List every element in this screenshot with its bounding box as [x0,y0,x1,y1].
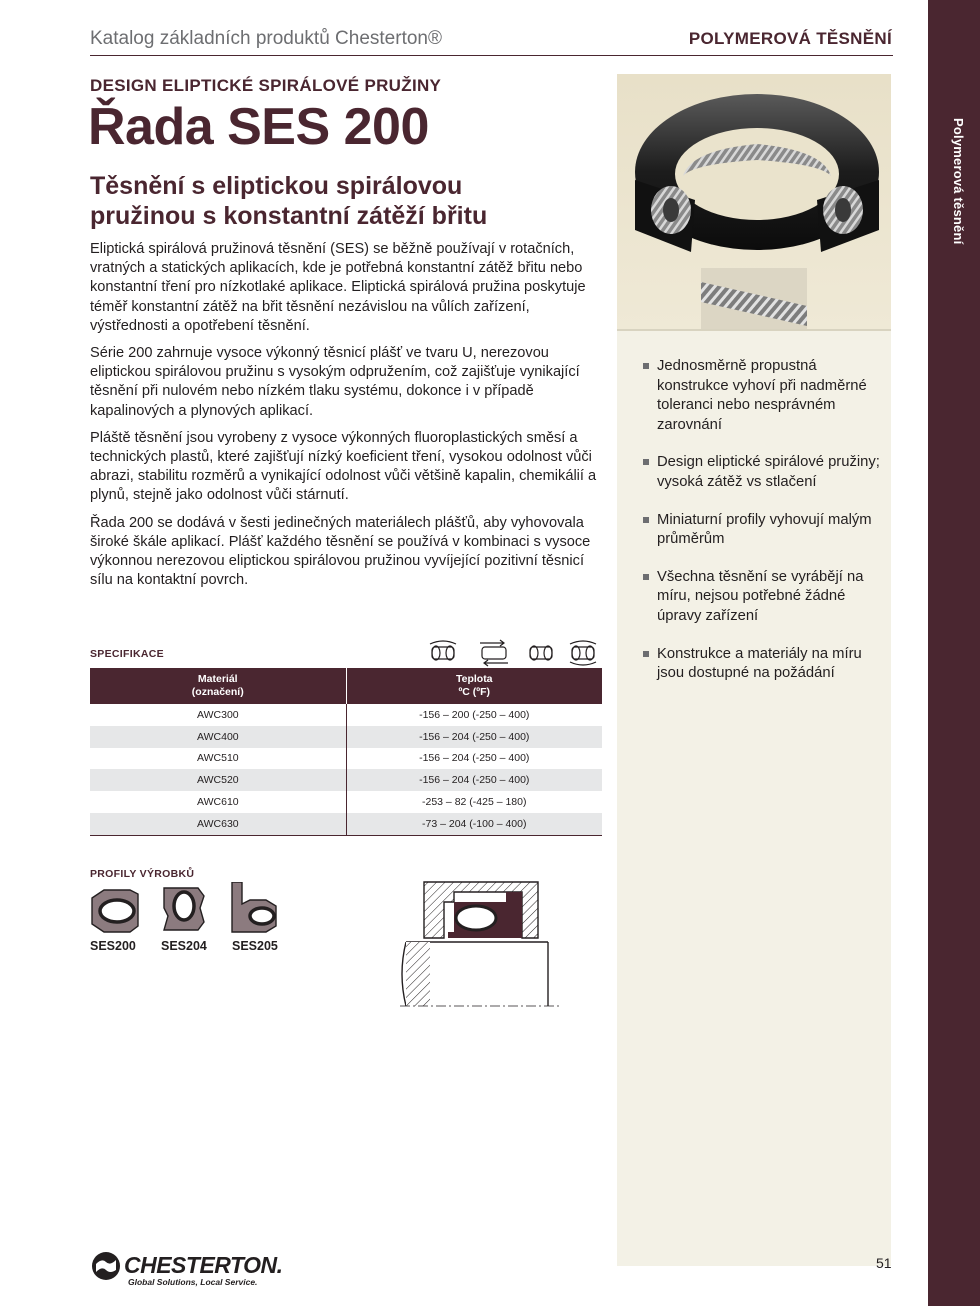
profile-ses200-drawing [90,882,150,938]
paragraph: Eliptická spirálová pružinová těsnění (SES) se běžně používají v rotačních, vratných a statických aplikacích, kde je potřebná konstantní zátěž břitu nebo konstantní tření pro nízkotlaké aplikace. Eliptická spirálová pružina poskytuje téměř konstantní zátěž na břit těsnění nezávislou na vůlích zařízení, výstřednosti a opotřebení těsnění. [90,241,586,334]
motion-icons [426,638,606,668]
paragraph: Pláště těsnění jsou vyrobeny z vysoce výkonných fluoroplastických směsí a technických plastů, které zajišťují nízký koeficient tření, vysokou odolnost vůči abrazi, stabilitu rozměrů a vynikající odolnost vůči většině kapalin, chemikálií a plynů, stejně jako odolnost vůči stárnutí. [90,429,597,504]
table-row [90,813,602,835]
material-cell: AWC630 [90,813,346,835]
static-icon [530,646,552,660]
header-text: Teplota [455,673,493,685]
paragraph: Řada 200 se dodává v šesti jedinečných materiálech plášťů, aby vyhovovala široké škále aplikací. Plášť každého těsnění se používá v kombinaci s vysoce výkonnou nerezovou eliptickou spirálovou pružinou vyvíjející pozitivní těsnicí sílu na kontaktní povrch. [90,514,591,589]
table-row [90,704,602,726]
section-title: POLYMEROVÁ TĚSNĚNÍ [688,29,892,48]
oscillating-icon [570,641,596,665]
material-cell: AWC520 [90,769,346,791]
article-body [90,240,610,598]
subtitle-line-2: pružinou s konstantní zátěží břitu [90,202,488,230]
seal-ring-photo [631,80,883,260]
page-number: 51 [876,1255,892,1271]
spec-label: SPECIFIKACE [90,648,164,660]
table-bottom-rule [90,835,602,836]
header-divider [90,55,893,56]
list-item: Miniaturní profily vyhovují malým průměrům [643,511,883,550]
side-tab-label: Polymerová těsnění [951,118,966,245]
spring-photo [701,268,807,330]
header-text: Materiál [197,673,238,685]
product-photo-area [617,74,891,329]
table-header-row [90,668,602,704]
reciprocating-motion-icon [480,640,508,666]
side-tab[interactable] [928,118,980,258]
profile-name: SES205 [232,939,278,953]
profile-ses205-drawing [230,882,290,938]
header-text: (označení) [191,686,244,698]
column-header-temperature [346,668,602,704]
table-row [90,726,602,748]
profile-name: SES204 [161,939,207,953]
temperature-cell: -156 – 204 (-250 – 400) [346,769,602,791]
list-item: Všechna těsnění se vyrábějí na míru, nejsou potřebné žádné úpravy zařízení [643,568,883,627]
temperature-cell: -253 – 82 (-425 – 180) [422,796,527,809]
temperature-cell: -156 – 200 (-250 – 400) [419,708,530,721]
material-cell: AWC300 [90,704,346,726]
temperature-cell: -73 – 204 (-100 – 400) [346,813,602,835]
list-item: Jednosměrně propustná konstrukce vyhoví při nadměrné toleranci nebo nesprávném zarovnání [643,357,883,435]
spec-table [90,668,602,835]
paragraph: Série 200 zahrnuje vysoce výkonný těsnicí plášť ve tvaru U, nerezovou eliptickou spirálovou pružinu s vysokým odpružením, což zajišťuje vynikající těsnění při nulovém nebo nízkém tlaku systému, dokonce i v případě kapalinových a plynových aplikací. [90,345,580,419]
material-cell: AWC400 [90,726,346,748]
temperature-cell: -156 – 204 (-250 – 400) [419,752,530,765]
table-row [90,791,602,813]
globe-icon [90,1250,122,1282]
table-row [90,748,602,770]
list-item: Design eliptické spirálové pružiny; vysoká zátěž vs stlačení [643,453,883,492]
material-cell: AWC510 [90,748,346,770]
column-header-material [90,668,346,704]
article-kicker: DESIGN ELIPTICKÉ SPIRÁLOVÉ PRUŽINY [90,76,442,95]
rotary-motion-icon [430,641,456,660]
material-cell: AWC610 [90,791,346,813]
subtitle-line-1: Těsnění s eliptickou spirálovou [90,172,463,200]
brand-name: CHESTERTON. [124,1252,283,1278]
chesterton-logo [90,1250,290,1290]
page-title: Řada SES 200 [88,98,429,156]
profiles-label: PROFILY VÝROBKŮ [90,868,195,880]
catalog-title: Katalog základních produktů Chesterton® [90,28,442,49]
list-item: Konstrukce a materiály na míru jsou dostupné na požádání [643,645,883,684]
sidebar-divider [617,329,891,331]
brand-tagline: Global Solutions, Local Service. [128,1277,258,1287]
header-text: ºC (ºF) [458,686,491,698]
table-row [90,769,602,791]
profile-ses204-drawing [160,882,220,938]
feature-list [643,357,883,702]
profile-name: SES200 [90,939,136,953]
installation-cross-section [400,876,560,1016]
page-subtitle [90,171,610,231]
temperature-cell: -156 – 204 (-250 – 400) [346,726,602,748]
